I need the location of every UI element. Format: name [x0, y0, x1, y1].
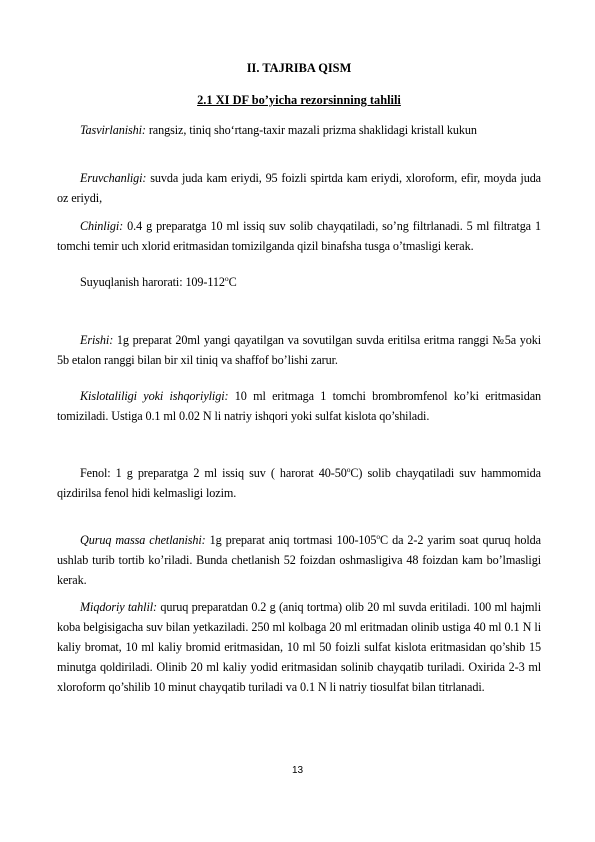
paragraph-dissolution	[57, 330, 541, 370]
paragraph-text: 10 ml eritmaga 1 tomchi brombromfenol ko’ki eritmasidan tomiziladi. Ustiga 0.1 ml 0.02 N li natriy ishqori yoki sulfat kislota qo’shiladi.	[57, 389, 541, 423]
paragraph-text: C	[228, 275, 237, 289]
paragraph-authenticity	[57, 216, 541, 256]
paragraph-text: 0.4 g preparatga 10 ml issiq suv solib chayqatiladi, so’ng filtrlanadi. 5 ml filtratga 1 tomchi temir uch xlorid eritmasidan tomizilganda qizil binafsha tusga o’tmasligi kerak.	[57, 219, 541, 253]
paragraph-text: rangsiz, tiniq sho‘rtang-taxir mazali prizma shaklidagi kristall kukun	[145, 123, 477, 137]
paragraph-text: 1g preparat aniq tortmasi 100-105	[205, 533, 377, 547]
paragraph-lead: Kislotaliligi yoki ishqoriyligi:	[80, 389, 229, 403]
paragraph-text: suvda juda kam eriydi, 95 foizli spirtda kam eriydi, xloroform, efir, moyda juda oz eriydi,	[57, 171, 541, 205]
paragraph-lead: Miqdoriy tahlil:	[80, 600, 157, 614]
paragraph-solubility	[57, 168, 541, 208]
paragraph-sublimation	[57, 272, 541, 292]
paragraph-text: 1g preparat 20ml yangi qayatilgan va sovutilgan suvda eritilsa eritma ranggi №5a yoki 5b etalon ranggi bilan bir xil tiniq va shaffof bo’lishi zarur.	[57, 333, 541, 367]
paragraph-dry-mass	[57, 530, 541, 590]
paragraph-lead: Eruvchanligi:	[80, 171, 147, 185]
paragraph-lead: Chinligi:	[80, 219, 124, 233]
degree-sign: o	[376, 532, 381, 541]
degree-sign: o	[346, 465, 351, 474]
paragraph-lead: Erishi:	[80, 333, 114, 347]
paragraph-lead: Quruq massa chetlanishi:	[80, 533, 206, 547]
paragraph-description	[57, 120, 541, 140]
paragraph-lead: Tasvirlanishi:	[80, 123, 146, 137]
paragraph-text: Suyuqlanish harorati: 109-112	[80, 275, 225, 289]
paragraph-acidity	[57, 386, 541, 426]
section-heading: II. TAJRIBA QISM	[246, 61, 352, 75]
paragraph-text: C da 2-2 yarim soat quruq holda ushlab turib tortib ko’riladi. Bunda chetlanish 52 foizdan oshmasligiva 48 foizdan kam bo’lmasligi kerak.	[57, 533, 541, 587]
paragraph-text: C) solib chayqatiladi suv hammomida qizdirilsa fenol hidi kelmasligi lozim.	[57, 466, 541, 500]
subsection-heading: 2.1 XI DF bo’yicha rezorsinning tahlili	[197, 93, 401, 107]
degree-sign: o	[224, 274, 229, 283]
paragraph-text: Fenol: 1 g preparatga 2 ml issiq suv ( harorat 40-50	[80, 466, 347, 480]
paragraph-phenol	[57, 463, 541, 503]
page-number: 13	[291, 765, 304, 776]
paragraph-quantitative	[57, 597, 541, 697]
paragraph-text: quruq preparatdan 0.2 g (aniq tortma) olib 20 ml suvda eritiladi. 100 ml hajmli koba belgisigacha suv bilan yetkaziladi. 250 ml kolbaga 20 ml eritmadan olinib ustiga 40 ml 0.1 N li kaliy bromat, 10 ml kaliy bromid eritmasidan, 10 ml 50 foizli sulfat kislota eritmasidan qo’shib 15 minutga qoldiriladi. Olinib 20 ml kaliy yodid eritmasidan solinib chayqatib turiladi. Oxirida 2-3 ml xloroform qo’shilib 10 minut chayqatib turiladi va 0.1 N li natriy tiosulfat bilan titrlanadi.	[57, 600, 541, 694]
